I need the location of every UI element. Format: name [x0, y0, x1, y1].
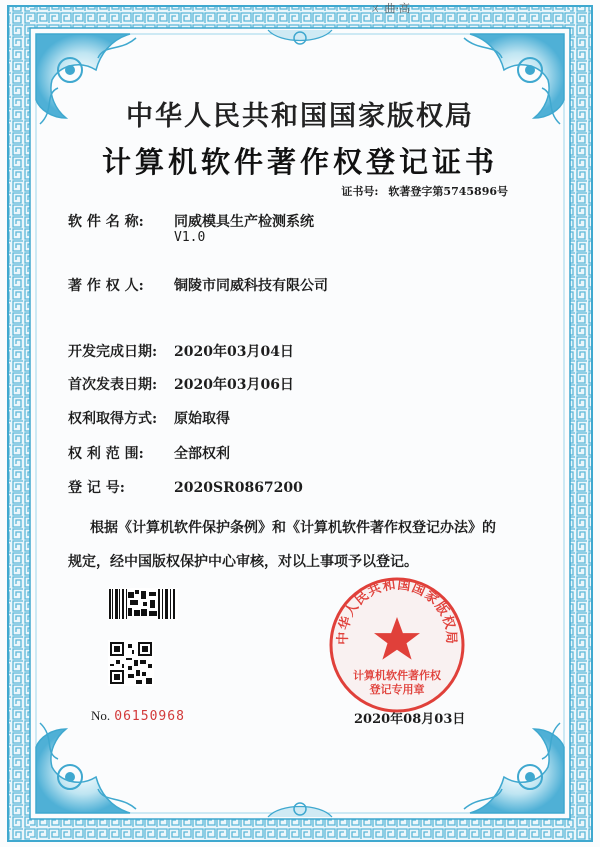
- field-label: 登 记 号:: [68, 480, 125, 496]
- barcode-image: [108, 588, 178, 620]
- field-copyright-owner: [68, 275, 328, 295]
- official-seal: [327, 575, 467, 715]
- certificate-number-label: 证书号:: [341, 185, 379, 198]
- seal-line-1: 计算机软件著作权: [353, 669, 441, 682]
- seal-arc-text: 中华人民共和国国家版权局: [335, 577, 459, 645]
- field-software-name: [68, 211, 314, 231]
- field-label: 开发完成日期:: [68, 344, 158, 360]
- statement-line-2: 规定，经中国版权保护中心审核，对以上事项予以登记。: [68, 554, 418, 570]
- corner-ornament-bottom-right: [464, 723, 564, 813]
- field-value: 2020年03月04日: [174, 344, 294, 360]
- field-value: 同威模具生产检测系统: [174, 214, 314, 230]
- handwritten-scribble: ㄨ 曲·高: [370, 2, 410, 15]
- field-value: 2020年03月06日: [174, 377, 294, 393]
- serial-label: No.: [91, 708, 111, 723]
- top-center-emblem: [268, 30, 332, 44]
- bottom-center-emblem: [268, 803, 332, 817]
- software-version: V1.0: [174, 230, 206, 245]
- field-value: 铜陵市同威科技有限公司: [174, 278, 328, 294]
- field-completion-date: [68, 341, 294, 361]
- certificate-number: [341, 183, 508, 199]
- field-value: 2020SR0867200: [174, 480, 303, 496]
- serial-number: [91, 708, 185, 724]
- field-label: 首次发表日期:: [68, 377, 158, 393]
- serial-value: 06150968: [114, 709, 185, 724]
- qr-code-image: [108, 640, 154, 686]
- field-rights-scope: [68, 443, 230, 463]
- seal-line-2: 登记专用章: [369, 683, 425, 696]
- field-label: 权利取得方式:: [68, 411, 158, 427]
- field-label: 权 利 范 围:: [68, 446, 144, 462]
- field-value: 全部权利: [174, 446, 230, 462]
- statement-line-1: 根据《计算机软件保护条例》和《计算机软件著作权登记办法》的: [90, 520, 496, 536]
- field-acquisition-method: [68, 408, 230, 428]
- field-registration-no: [68, 477, 303, 497]
- certificate-title: 计算机软件著作权登记证书: [101, 145, 498, 179]
- certificate-number-value: 软著登字第5745896号: [388, 185, 508, 198]
- field-label: 著 作 权 人:: [68, 278, 144, 294]
- field-label: 软 件 名 称:: [68, 214, 144, 230]
- issue-date: 2020年08月03日: [354, 712, 466, 727]
- field-value: 原始取得: [174, 411, 230, 427]
- issuer-title: 中华人民共和国国家版权局: [126, 101, 474, 132]
- field-first-publication-date: [68, 374, 294, 394]
- corner-ornament-bottom-left: [36, 723, 136, 813]
